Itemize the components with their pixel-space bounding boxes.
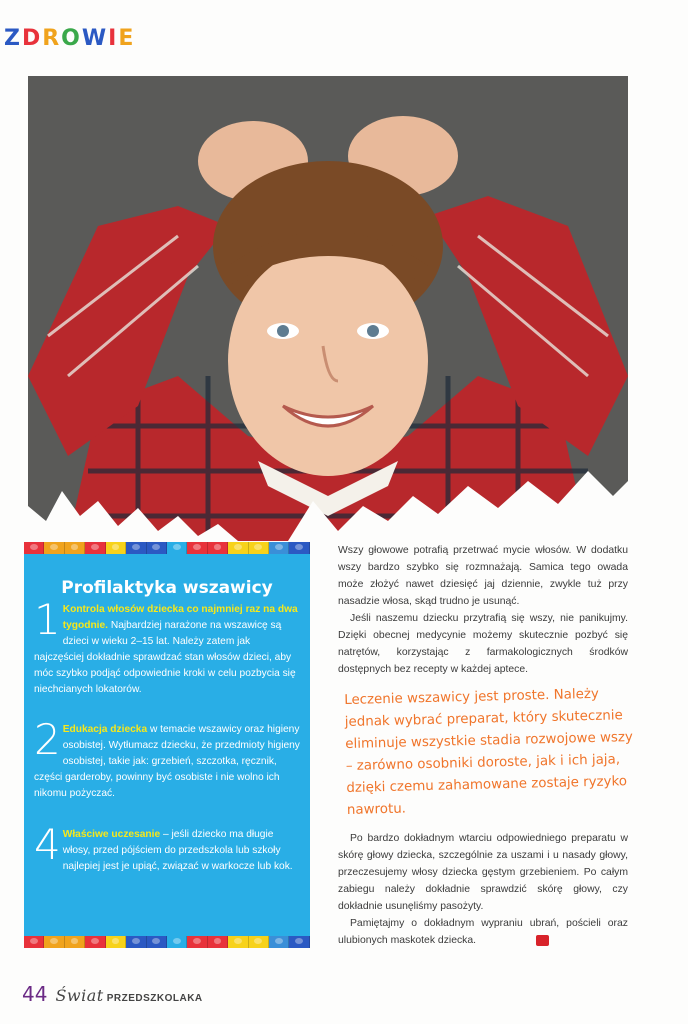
brick-icon — [167, 936, 187, 948]
article-paragraph: Wszy głowowe potrafią przetrwać mycie włosów. W dodatku wszy bardzo szybko się rozmnażają. Samica tego owada może złożyć nawet dziesięć jaj dziennie, zwykle tuż przy nasadzie włosa, skąd trudno je usunąć. — [338, 545, 628, 607]
brick-icon — [228, 542, 248, 554]
brick-icon — [24, 542, 44, 554]
prevention-sidebar — [24, 542, 310, 948]
brick-border-bottom — [24, 936, 310, 948]
magazine-name — [55, 986, 202, 1005]
article-paragraph: Po bardzo dokładnym wtarciu odpowiedniego preparatu w skórę głowy dziecka, szczególnie za uszami i u nasady głowy, przeczesujemy włosy dziecka gęstym grzebieniem. Po całym zabiegu należy dokładnie sprawdzić skórę głowy, czy dokładnie usunęliśmy pasożyty. — [338, 833, 628, 912]
brick-icon — [208, 936, 228, 948]
brick-icon — [187, 936, 207, 948]
tip-lead: Kontrola włosów dziecka co najmniej raz na dwa tygodnie. — [62, 604, 298, 631]
brick-icon — [228, 936, 248, 948]
section-title-letter: D — [21, 26, 43, 51]
brick-icon — [24, 936, 44, 948]
pull-quote: Leczenie wszawicy jest proste. Należy jednak wybrać preparat, który skutecznie eliminuje wszystkie stadia rozwojowe wszy – zarówno osobniki doroste, jak i ich jaja, dzięki czemu zahamowane zostaje ryzyko nawrotu. — [344, 686, 634, 818]
tip-number: 4 — [34, 820, 61, 869]
magazine-script: Świat — [55, 986, 104, 1005]
brick-icon — [85, 936, 105, 948]
brick-icon — [65, 542, 85, 554]
tip-text: w temacie wszawicy oraz higieny osobistej. Wytłumacz dziecku, że przedmioty higieny osobistej, takie jak: grzebień, szczotka, ręcznik, części garderoby, powinny być osobiste i nie wolno ich nikomu pożyczać. — [34, 724, 300, 799]
brick-icon — [44, 936, 64, 948]
brick-border-top — [24, 542, 310, 554]
article-photo — [28, 76, 628, 541]
article-intro — [338, 542, 628, 678]
brick-icon — [167, 542, 187, 554]
tip-text: Najbardziej narażone na wszawicę są dzieci w wieku 2–15 lat. Należy zatem jak najczęściej dokładnie sprawdzać stan włosów dzieci, aby móc szybko podjąć odpowiednie kroki w celu pozbycia się niechcianych lokatorów. — [34, 620, 296, 695]
tip-number: 1 — [34, 595, 61, 644]
magazine-title: PRZEDSZKOLAKA — [106, 993, 203, 1004]
brick-icon — [85, 542, 105, 554]
section-title-letter: E — [118, 26, 136, 51]
brick-icon — [187, 542, 207, 554]
brick-icon — [126, 936, 146, 948]
section-title-letter: R — [42, 26, 62, 51]
brick-icon — [126, 542, 146, 554]
page-footer — [22, 982, 203, 1006]
brick-icon — [269, 936, 289, 948]
article-paragraph: Jeśli naszemu dziecku przytrafią się wszy, nie panikujmy. Dzięki obecnej medycynie możemy skutecznie pozbyć się natrętów, korzystając z farmakologicznych środków dostępnych bez recepty w każdej aptece. — [338, 613, 628, 675]
tip-4 — [34, 820, 302, 875]
brick-icon — [106, 542, 126, 554]
section-title-letter: W — [81, 26, 109, 51]
brick-icon — [147, 542, 167, 554]
brick-icon — [106, 936, 126, 948]
brick-icon — [269, 542, 289, 554]
brick-icon — [208, 542, 228, 554]
brick-icon — [249, 542, 269, 554]
brick-icon — [289, 936, 309, 948]
tip-number: 2 — [34, 715, 61, 764]
article-paragraph — [338, 915, 628, 949]
tip-text: – jeśli dziecko ma długie włosy, przed pójściem do przedszkola lub szkoły najlepiej jest je upiąć, związać w warkocze lub kok. — [62, 829, 293, 872]
page-number: 44 — [22, 982, 48, 1006]
sidebar-title: Profilaktyka wszawicy — [61, 578, 273, 598]
child-photo-illustration — [28, 76, 628, 541]
tip-1 — [34, 595, 302, 698]
end-mark-icon — [536, 935, 549, 946]
brick-icon — [147, 936, 167, 948]
section-title — [4, 26, 135, 51]
brick-icon — [65, 936, 85, 948]
tip-lead: Edukacja dziecka — [62, 724, 148, 735]
article-continuation — [338, 830, 628, 949]
brick-icon — [249, 936, 269, 948]
section-title-letter: Z — [4, 26, 22, 51]
section-title-letter: O — [61, 26, 82, 51]
article-paragraph-text: Pamiętajmy o dokładnym wypraniu ubrań, pościeli oraz ulubionych maskotek dziecka. — [338, 918, 628, 946]
section-title-letter: I — [108, 26, 119, 51]
brick-icon — [289, 542, 309, 554]
tip-lead: Właściwe uczesanie — [62, 829, 161, 840]
tip-2 — [34, 715, 302, 802]
brick-icon — [44, 542, 64, 554]
